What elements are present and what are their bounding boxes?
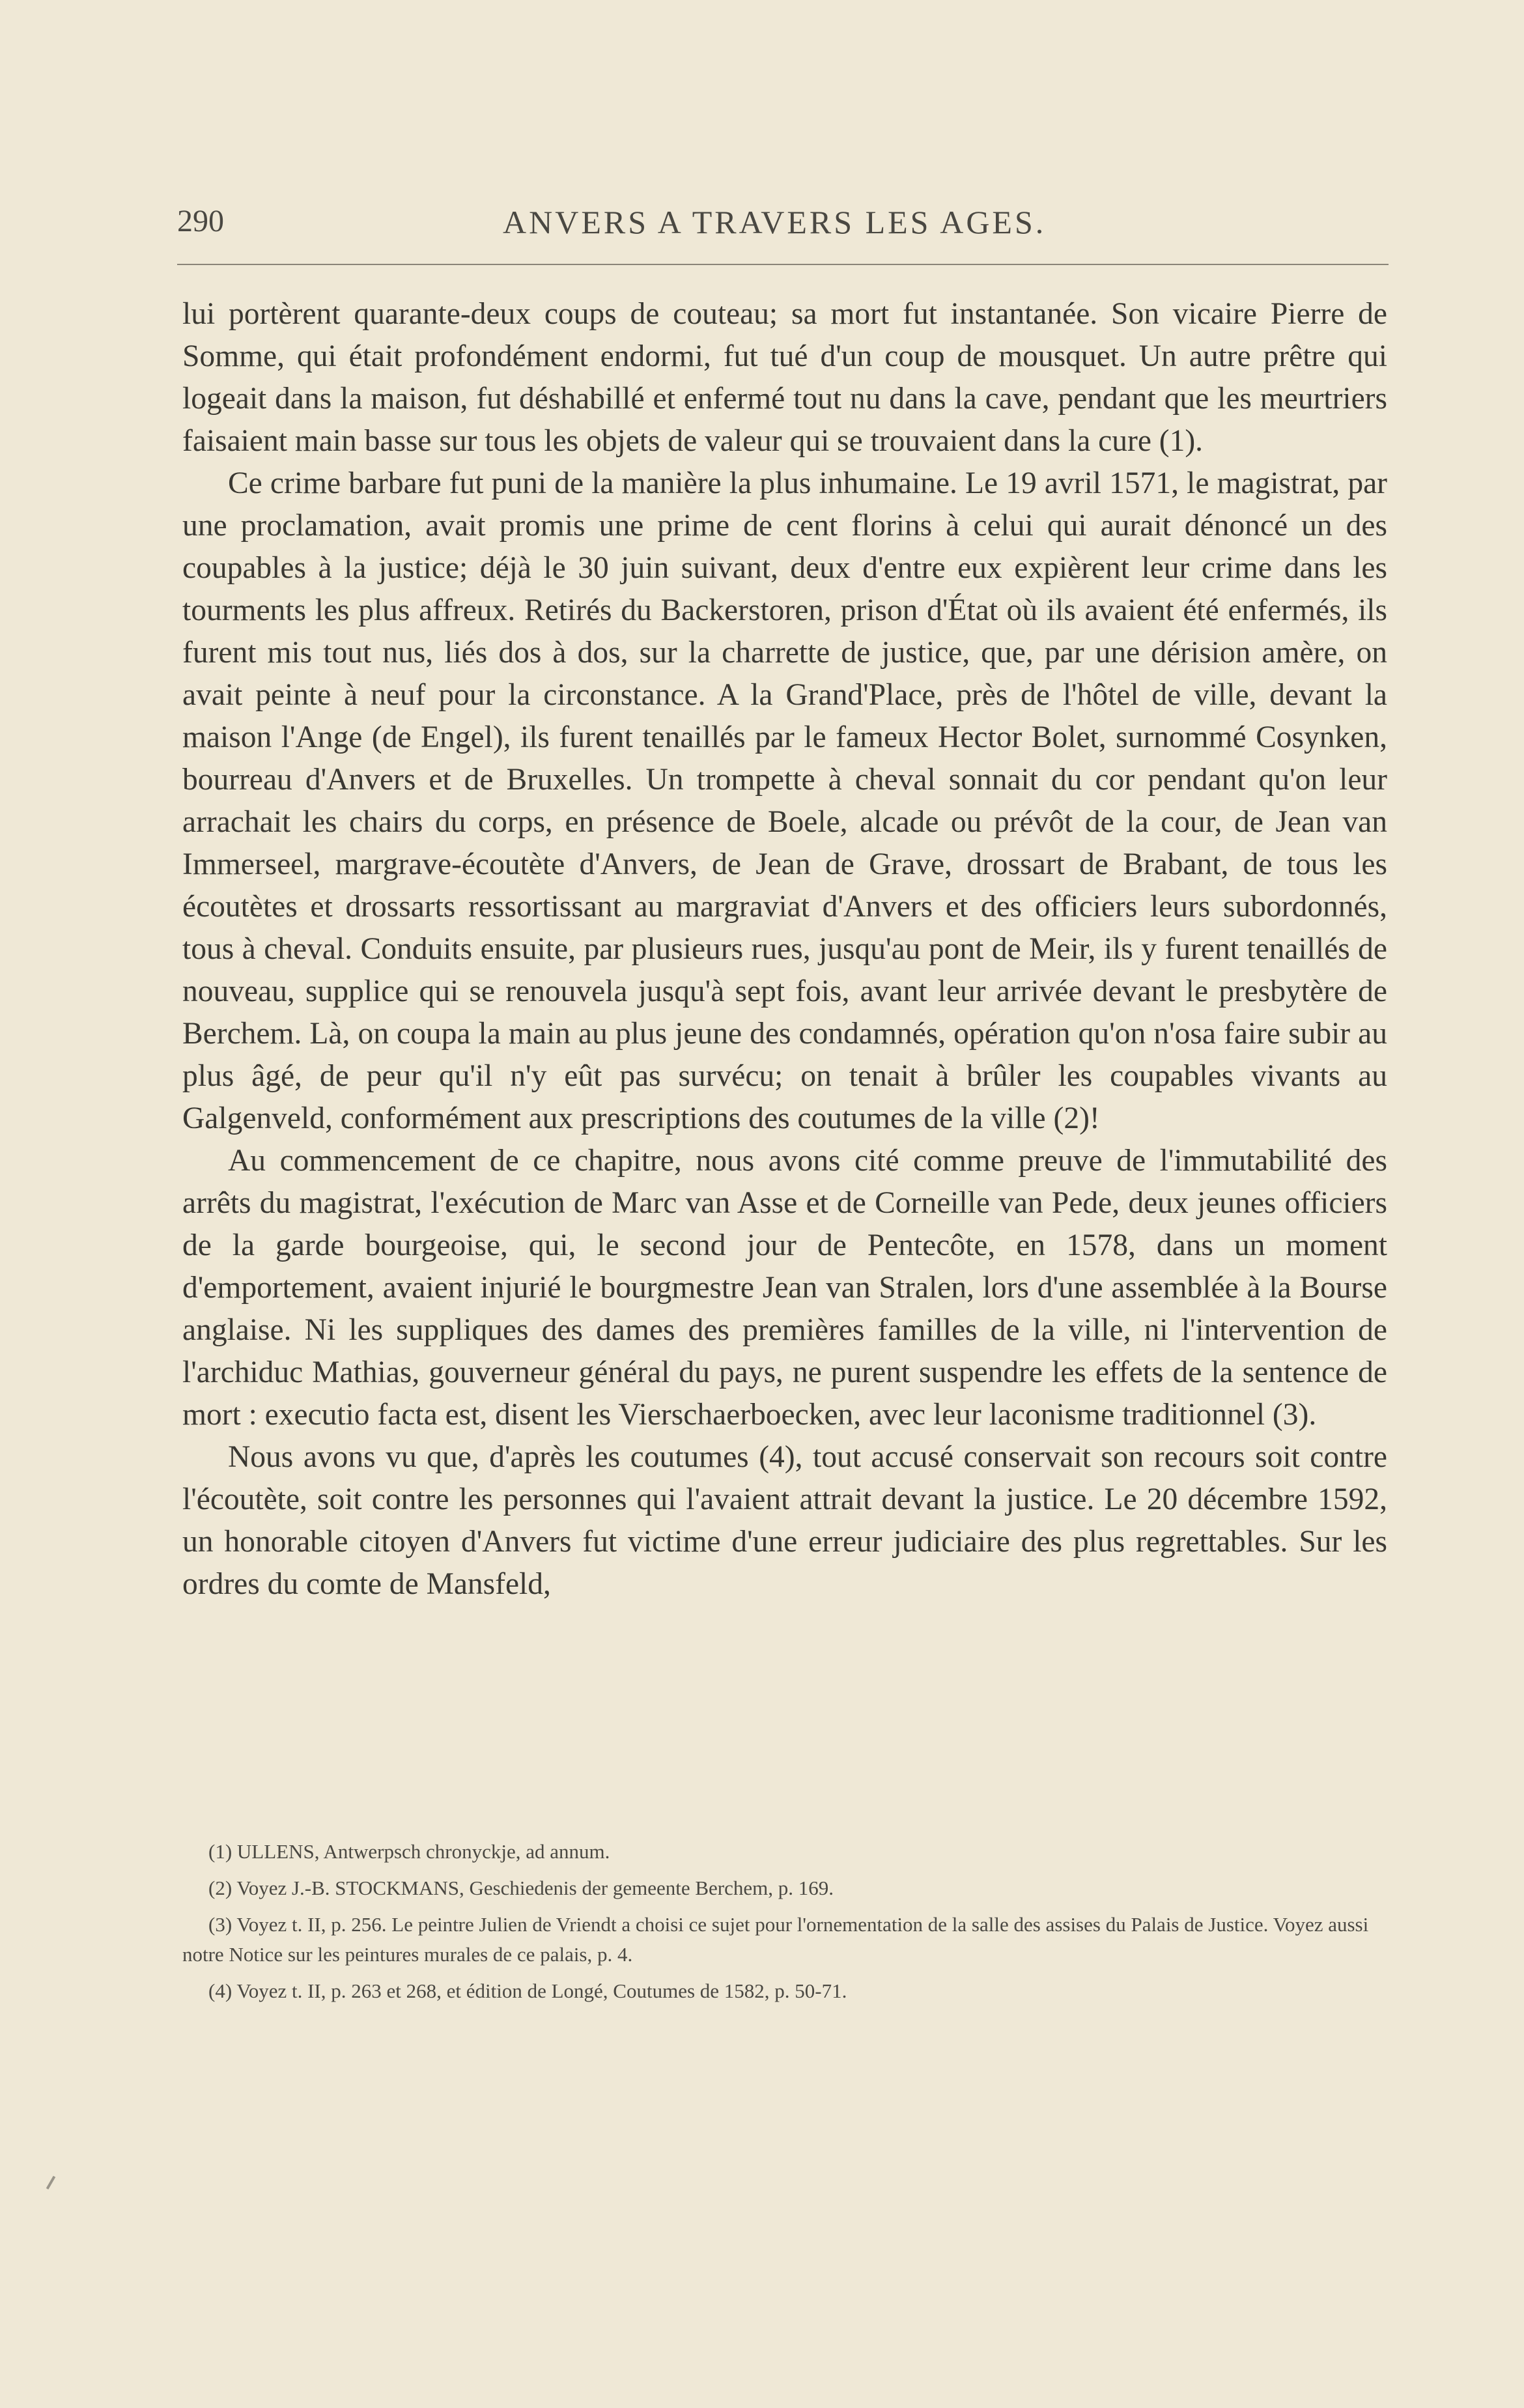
page-number: 290	[177, 204, 224, 238]
page-header	[177, 203, 1389, 249]
footnote: (1) ULLENS, Antwerpsch chronyckje, ad annum.	[208, 1840, 610, 1863]
paragraph: lui portèrent quarante-deux coups de couteau; sa mort fut instantanée. Son vicaire Pierre de Somme, qui était profondément endormi, fut tué d'un coup de mousquet. Un autre prêtre qui logeait dans la maison, fut déshabillé et enfermé tout nu dans la cave, pendant que les meurtriers faisaient main basse sur tous les objets de valeur qui se trouvaient dans la cure (1).	[182, 297, 1387, 458]
footnote: (2) Voyez J.-B. STOCKMANS, Geschiedenis der gemeente Berchem, p. 169.	[208, 1877, 834, 1899]
header-rule	[177, 264, 1389, 265]
footnote: (4) Voyez t. II, p. 263 et 268, et édition de Longé, Coutumes de 1582, p. 50-71.	[208, 1979, 847, 2002]
paragraph: Au commencement de ce chapitre, nous avons cité comme preuve de l'immutabilité des arrêts du magistrat, l'exécution de Marc van Asse et de Corneille van Pede, deux jeunes officiers de la garde bourgeoise, qui, le second jour de Pentecôte, en 1578, dans un moment d'emportement, avaient injurié le bourgmestre Jean van Stralen, lors d'une assemblée à la Bourse anglaise. Ni les suppliques des dames des premières familles de la ville, ni l'intervention de l'archiduc Mathias, gouverneur général du pays, ne purent suspendre les effets de la sentence de mort : executio facta est, disent les Vierschaerboecken, avec leur laconisme traditionnel (3).	[182, 1144, 1387, 1432]
footnotes	[182, 1837, 1387, 2013]
stray-pen-mark	[46, 2175, 55, 2189]
footnote: (3) Voyez t. II, p. 256. Le peintre Julien de Vriendt a choisi ce sujet pour l'ornementation de la salle des assises du Palais de Justice. Voyez aussi notre Notice sur les peintures murales de ce palais, p. 4.	[182, 1913, 1369, 1966]
running-title: ANVERS A TRAVERS LES AGES.	[503, 204, 1047, 240]
body-text	[182, 293, 1387, 1606]
paragraph: Ce crime barbare fut puni de la manière la plus inhumaine. Le 19 avril 1571, le magistrat, par une proclamation, avait promis une prime de cent florins à celui qui aurait dénoncé un des coupables à la justice; déjà le 30 juin suivant, deux d'entre eux expièrent leur crime dans les tourments les plus affreux. Retirés du Backerstoren, prison d'État où ils avaient été enfermés, ils furent mis tout nus, liés dos à dos, sur la charrette de justice, que, par une dérision amère, on avait peinte à neuf pour la circonstance. A la Grand'Place, près de l'hôtel de ville, devant la maison l'Ange (de Engel), ils furent tenaillés par le fameux Hector Bolet, surnommé Cosynken, bourreau d'Anvers et de Bruxelles. Un trompette à cheval sonnait du cor pendant qu'on leur arrachait les chairs du corps, en présence de Boele, alcade ou prévôt de la cour, de Jean van Immerseel, margrave-écoutète d'Anvers, de Jean de Grave, drossart de Brabant, de tous les écoutètes et drossarts ressortissant au margraviat d'Anvers et des officiers leurs subordonnés, tous à cheval. Conduits ensuite, par plusieurs rues, jusqu'au pont de Meir, ils y furent tenaillés de nouveau, supplice qui se renouvela jusqu'à sept fois, avant leur arrivée devant le presbytère de Berchem. Là, on coupa la main au plus jeune des condamnés, opération qu'on n'osa faire subir au plus âgé, de peur qu'il n'y eût pas survécu; on tenait à brûler les coupables vivants au Galgenveld, conformément aux prescriptions des coutumes de la ville (2)!	[182, 466, 1387, 1135]
paragraph: Nous avons vu que, d'après les coutumes (4), tout accusé conservait son recours soit contre l'écoutète, soit contre les personnes qui l'avaient attrait devant la justice. Le 20 décembre 1592, un honorable citoyen d'Anvers fut victime d'une erreur judiciaire des plus regrettables. Sur les ordres du comte de Mansfeld,	[182, 1440, 1387, 1601]
